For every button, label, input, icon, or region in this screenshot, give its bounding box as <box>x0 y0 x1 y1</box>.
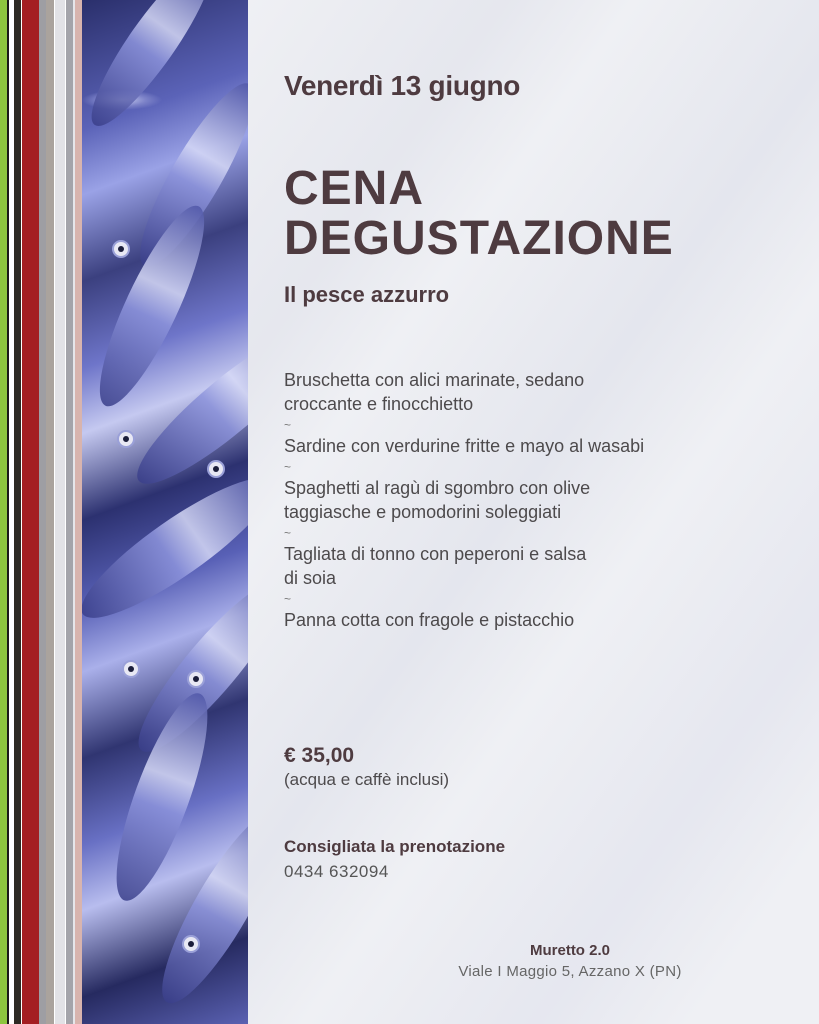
event-subtitle: Il pesce azzurro <box>284 282 450 307</box>
course-line: Panna cotta con fragole e pistacchio <box>284 610 575 630</box>
menu-list <box>284 368 764 632</box>
booking-label: Consigliata la prenotazione <box>284 837 506 856</box>
course-line: Tagliata di tonno con peperoni e salsa <box>284 544 587 564</box>
course-separator: ~ <box>284 460 292 474</box>
stripe-pink <box>75 0 82 1024</box>
menu-course <box>284 368 764 416</box>
menu-course <box>284 542 764 590</box>
course-separator: ~ <box>284 526 292 540</box>
fish-eye-icon <box>182 935 200 953</box>
stripe-grey <box>39 0 46 1024</box>
course-separator: ~ <box>284 592 292 606</box>
course-separator: ~ <box>284 418 292 432</box>
fish-eye-icon <box>112 240 130 258</box>
price: € 35,00 <box>284 744 355 767</box>
fish-photo <box>82 0 248 1024</box>
menu-course <box>284 434 764 458</box>
venue-address: Viale I Maggio 5, Azzano X (PN) <box>458 963 682 980</box>
event-date: Venerdì 13 giugno <box>284 70 521 101</box>
stripe-grey-2 <box>66 0 73 1024</box>
decorative-stripes <box>0 0 82 1024</box>
stripe-light <box>55 0 65 1024</box>
phone-number: 0434 632094 <box>284 862 389 881</box>
fish-eye-icon <box>122 660 140 678</box>
stripe-red <box>22 0 39 1024</box>
stripe-dark <box>14 0 21 1024</box>
event-title <box>284 164 674 264</box>
fish-eye-icon <box>207 460 225 478</box>
title-line-2: DEGUSTAZIONE <box>284 212 674 265</box>
title-line-1: CENA <box>284 162 425 215</box>
fish-eye-icon <box>117 430 135 448</box>
venue-name: Muretto 2.0 <box>529 942 610 959</box>
menu-course <box>284 608 764 632</box>
course-line: Bruschetta con alici marinate, sedano <box>284 370 585 390</box>
course-line: taggiasche e pomodorini soleggiati <box>284 502 562 522</box>
course-line: croccante e finocchietto <box>284 394 474 414</box>
course-line: Spaghetti al ragù di sgombro con olive <box>284 478 591 498</box>
stripe-green <box>0 0 7 1024</box>
venue-info <box>420 942 720 980</box>
fish-eye-icon <box>187 670 205 688</box>
course-line: Sardine con verdurine fritte e mayo al wasabi <box>284 436 645 456</box>
menu-course <box>284 476 764 524</box>
course-line: di soia <box>284 568 337 588</box>
stripe-grey-beige <box>46 0 54 1024</box>
price-note: (acqua e caffè inclusi) <box>284 770 450 789</box>
